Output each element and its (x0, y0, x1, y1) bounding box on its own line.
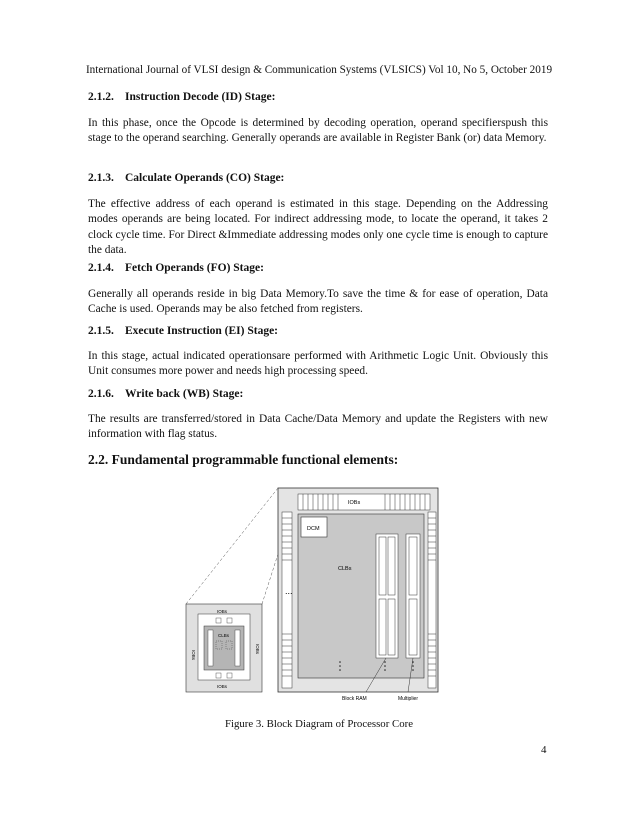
section-title: Write back (WB) Stage: (125, 388, 244, 400)
section-body-2-1-3: The effective address of each operand is estimated in this stage. Depending on the Addressing modes operands are being located. For indirect addressing mode, to locate the operand, it takes 2 clock cycle time. For Direct &Immediate addressing modes only one cycle time is enough to capture the data. (88, 198, 548, 256)
section-body-2-1-4: Generally all operands reside in big Data Memory.To save the time & for ease of operation, Data Cache is used. Operands may be also fetched from registers. (88, 288, 548, 316)
clb-array (298, 514, 424, 678)
section-title: Instruction Decode (ID) Stage: (125, 91, 276, 103)
journal-header: International Journal of VLSI design & Communication Systems (VLSICS) Vol 10, No 5, October 2019 (85, 64, 553, 76)
section-body-2-1-2: In this phase, once the Opcode is determined by decoding operation, operand specifierspush this stage to the operand searching. Generally operands are available in Register Bank (or) data Memory. (88, 117, 548, 145)
section-title: Execute Instruction (EI) Stage: (125, 325, 278, 337)
section-title: Fetch Operands (FO) Stage: (125, 262, 264, 274)
section-number: 2.1.3. (88, 172, 114, 184)
inset-iobs-top-label: IOBs (217, 609, 228, 614)
inset-iob-pad-top-left (216, 618, 221, 623)
block-ram-label: Block RAM (342, 696, 367, 702)
zoom-line-top (186, 488, 278, 604)
inset-iob-pad-bottom-left (216, 673, 221, 678)
iob-stripe-right (428, 512, 436, 688)
clbs-label: CLBs (338, 566, 352, 572)
processor-core-block-diagram (180, 484, 450, 706)
inset-ram-column-left (208, 630, 213, 666)
inset-iobs-left-label: IOBs (191, 650, 196, 661)
section-number: 2.1.6. (88, 388, 114, 400)
section-title: Calculate Operands (CO) Stage: (125, 172, 285, 184)
section-number: 2.1.2. (88, 91, 114, 103)
ellipsis-mark: ... (285, 586, 293, 596)
section-number: 2.1.4. (88, 262, 114, 274)
section-heading-2-1-5 (88, 325, 548, 337)
section-heading-2-1-2 (88, 91, 548, 103)
inset-iobs-right-label: IOBs (255, 644, 260, 655)
inset-iob-pad-top-right (227, 618, 232, 623)
iob-stripe-left (282, 512, 292, 688)
dcm-label: DCM (307, 526, 320, 532)
inset-clbs-label: CLBs (218, 633, 230, 638)
iobs-label-top: IOBs (348, 500, 361, 506)
section-heading-2-1-6 (88, 388, 548, 400)
section-body-2-1-6: The results are transferred/stored in Data Cache/Data Memory and update the Registers with new information with flag status. (88, 413, 548, 441)
inset-iobs-bottom-label: IOBs (217, 684, 228, 689)
page-number: 4 (541, 744, 547, 756)
inset-iob-pad-bottom-right (227, 673, 232, 678)
section-heading-2-1-3 (88, 172, 548, 184)
zoom-line-bottom (262, 554, 278, 604)
section-number: 2.1.5. (88, 325, 114, 337)
section-heading-2-1-4 (88, 262, 548, 274)
figure-caption: Figure 3. Block Diagram of Processor Core (224, 718, 413, 730)
inset-ram-column-right (235, 630, 240, 666)
iob-stripe-top (298, 494, 430, 510)
multiplier-label: Multiplier (398, 696, 419, 702)
multiplier-column (406, 534, 420, 658)
section-heading-2-2: 2.2. Fundamental programmable functional elements: (88, 452, 399, 467)
block-ram-columns (376, 534, 398, 658)
section-body-2-1-5: In this stage, actual indicated operationsare performed with Arithmetic Logic Unit. Obviously this Unit consumes more power and needs high processing speed. (88, 350, 548, 378)
